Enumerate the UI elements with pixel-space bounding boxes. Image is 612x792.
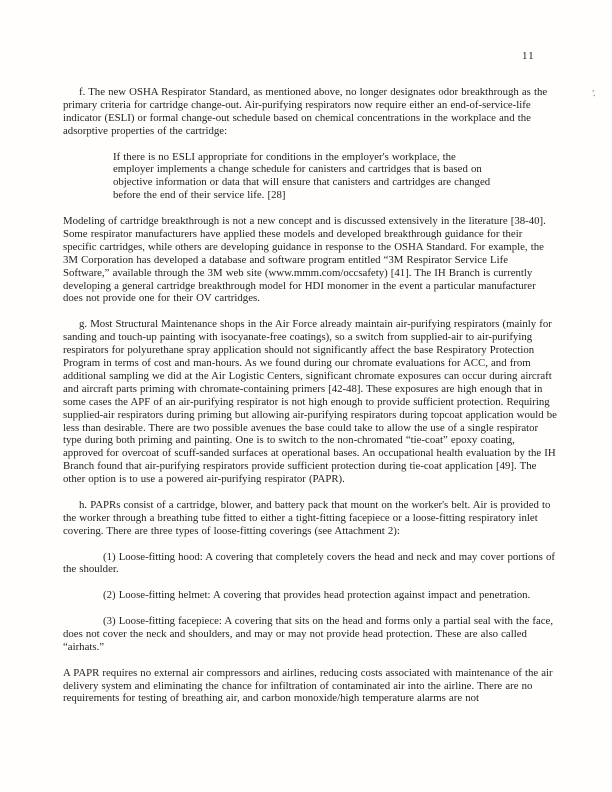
list-item-2-loose-fitting-helmet: (2) Loose-fitting helmet: A covering that provides head protection against impact and penetration.: [103, 589, 531, 602]
block-quote-esli: If there is no ESLI appropriate for conditions in the employer's workplace, the employer implements a change schedule for canisters and cartridges that is based on objective information or data that will ensure that canisters and cartridges are changed before the end of their service life. [28]: [113, 150, 491, 202]
document-body: [63, 86, 557, 705]
list-item-3-loose-fitting-facepiece: (3) Loose-fitting facepiece: A covering that sits on the head and forms only a partial seal with the face, does not cover the neck and shoulders, and may or may not provide head protection. These are also called “airhats.”: [63, 615, 554, 653]
paragraph-modeling: Modeling of cartridge breakthrough is not a new concept and is discussed extensively in the literature [38-40]. Some respirator manufacturers have applied these models and developed breakthrough guidance for their specific cartridges, while others are developing guidance in response to the OSHA Standard. For example, the 3M Corporation has developed a database and software program entitled “3M Respirator Service Life Software,” available through the 3M web site (www.mmm.com/occsafety) [41]. The IH Branch is currently developing a general cartridge breakthrough model for HDI monomer in the event a particular manufacturer does not provide one for their OV cartridges.: [63, 215, 546, 305]
paragraph-g: g. Most Structural Maintenance shops in the Air Force already maintain air-purifying respirators (mainly for sanding and touch-up painting with isocyanate-free coatings), so a switch from supplied-air to air-purifying respirators for polyurethane spray application should not significantly affect the base Respiratory Protection Program in terms of cost and man-hours. As we found during our chromate evaluations for ACC, and from additional sampling we did at the Air Logistic Centers, significant chromate exposures can occur during aircraft and aircraft parts priming with chromate-containing primers [42-48]. These exposures are high enough that in some cases the APF of an air-purifying respirator is not high enough to provide sufficient protection. Requiring supplied-air respirators during priming but allowing air-purifying respirators during topcoat application would be less than desirable. There are two possible avenues the base could take to allow the use of a single respirator type during both priming and painting. One is to switch to the non-chromated “tie-coat” epoxy coating, approved for overcoat of scuff-sanded surfaces at operational bases. An occupational health evaluation by the IH Branch found that air-purifying respirators provide sufficient protection during tie-coat application [49]. The other option is to use a powered air-purifying respirator (PAPR).: [63, 318, 557, 486]
scan-artifact-mark: '.: [591, 87, 597, 99]
page-number: 11: [522, 50, 535, 62]
paragraph-h: h. PAPRs consist of a cartridge, blower, and battery pack that mount on the worker's belt. Air is provided to the worker through a breathing tube fitted to either a tight-fitting facepiece or a loose-fitting respiratory inlet covering. There are three types of loose-fitting coverings (see Attachment 2):: [63, 498, 551, 537]
list-item-1-loose-fitting-hood: (1) Loose-fitting hood: A covering that completely covers the head and neck and may cover portions of the shoulder.: [63, 550, 555, 576]
paragraph-f: f. The new OSHA Respirator Standard, as mentioned above, no longer designates odor breakthrough as the primary criteria for cartridge change-out. Air-purifying respirators now require either an end-of-service-life indicator (ESLI) or formal change-out schedule based on chemical concentrations in the workplace and the adsorptive properties of the cartridge:: [63, 86, 548, 137]
paragraph-papr-requirements: A PAPR requires no external air compressors and airlines, reducing costs associated with maintenance of the air delivery system and eliminating the chance for infiltration of contaminated air into the airline. There are no requirements for testing of breathing air, and carbon monoxide/high temperature alarms are not: [63, 666, 553, 705]
